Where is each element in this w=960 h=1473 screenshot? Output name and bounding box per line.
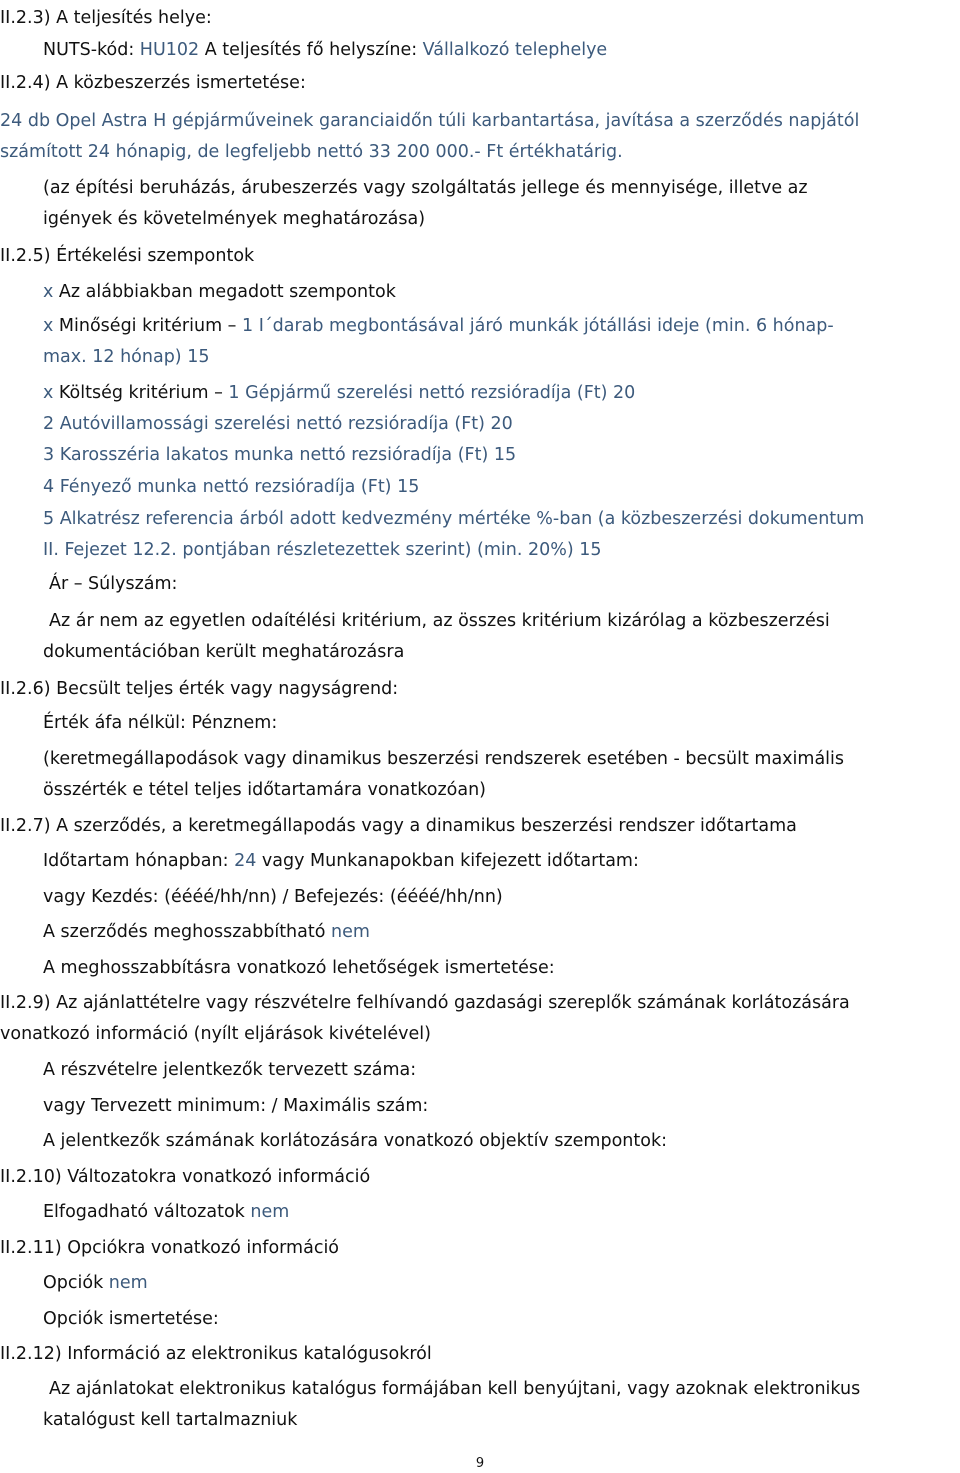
- quality-item-1: 1 I´darab megbontásával járó munkák jótállási ideje (min. 6 hónap-: [242, 316, 834, 336]
- duration-line: [43, 849, 639, 873]
- options-label: Opciók: [43, 1273, 109, 1293]
- criteria-intro: [43, 280, 396, 304]
- catalogue-text-2: katalógust kell tartalmazniuk: [43, 1410, 298, 1430]
- description-note-1: (az építési beruházás, árubeszerzés vagy szolgáltatás jellege és mennyisége, illetve az: [43, 178, 808, 198]
- cost-item-1: 1 Gépjármű szerelési nettó rezsióradíja (Ft) 20: [228, 383, 636, 403]
- extension-description: A meghosszabbításra vonatkozó lehetőségek ismertetése:: [43, 958, 555, 978]
- cost-criterion-line: [43, 381, 635, 405]
- section-2-2-3-heading: II.2.3) A teljesítés helye:: [0, 8, 212, 28]
- checkbox-mark: x: [43, 282, 54, 302]
- variants-line: [43, 1200, 289, 1224]
- duration-label: Időtartam hónapban:: [43, 851, 235, 871]
- section-2-2-5-heading: II.2.5) Értékelési szempontok: [0, 246, 255, 266]
- section-2-2-12-heading: II.2.12) Információ az elektronikus katalógusokról: [0, 1344, 432, 1364]
- value-note-1: (keretmegállapodások vagy dinamikus beszerzési rendszerek esetében - becsült maximális: [43, 749, 845, 769]
- nuts-value: HU102: [139, 40, 200, 60]
- description-line-1: 24 db Opel Astra H gépjárműveinek garanciaidőn túli karbantartása, javítása a szerződés napjától: [0, 111, 860, 131]
- quality-item-1-cont: max. 12 hónap) 15: [43, 347, 210, 367]
- duration-rest: vagy Munkanapokban kifejezett időtartam:: [256, 851, 639, 871]
- checkbox-mark: x: [43, 316, 54, 336]
- section-2-2-7-heading: II.2.7) A szerződés, a keretmegállapodás vagy a dinamikus beszerzési rendszer időtartama: [0, 816, 797, 836]
- section-2-2-6-heading: II.2.6) Becsült teljes érték vagy nagyságrend:: [0, 679, 399, 699]
- price-note-1: Az ár nem az egyetlen odaítélési kritérium, az összes kritérium kizárólag a közbeszerzési: [49, 611, 830, 631]
- page-number: 9: [475, 1456, 485, 1471]
- options-description: Opciók ismertetése:: [43, 1309, 219, 1329]
- nuts-line: [43, 38, 607, 62]
- cost-item-2: 2 Autóvillamossági szerelési nettó rezsióradíja (Ft) 20: [43, 414, 513, 434]
- cost-label: Költség kritérium –: [53, 383, 229, 403]
- price-note-2: dokumentációban került meghatározásra: [43, 642, 405, 662]
- variants-value: nem: [250, 1202, 290, 1222]
- section-2-2-11-heading: II.2.11) Opciókra vonatkozó információ: [0, 1238, 340, 1258]
- value-label: Érték áfa nélkül: Pénznem:: [43, 713, 278, 733]
- checkbox-mark: x: [43, 383, 54, 403]
- cost-item-3: 3 Karosszéria lakatos munka nettó rezsióradíja (Ft) 15: [43, 445, 517, 465]
- planned-number: A részvételre jelentkezők tervezett száma:: [43, 1060, 417, 1080]
- description-note-2: igények és követelmények meghatározása): [43, 209, 426, 229]
- duration-value: 24: [234, 851, 257, 871]
- cost-item-4: 4 Fényező munka nettó rezsióradíja (Ft) 15: [43, 477, 420, 497]
- extension-label: A szerződés meghosszabbítható: [43, 922, 331, 942]
- section-2-2-9-heading-1: II.2.9) Az ajánlattételre vagy részvételre felhívandó gazdasági szereplők számának korlátozására: [0, 993, 850, 1013]
- section-2-2-9-heading-2: vonatkozó információ (nyílt eljárások kivételével): [0, 1024, 431, 1044]
- site-label: A teljesítés fő helyszíne:: [199, 40, 423, 60]
- description-line-2: számított 24 hónapig, de legfeljebb nettó 33 200 000.- Ft értékhatárig.: [0, 142, 623, 162]
- extension-value: nem: [331, 922, 370, 942]
- cost-item-5: 5 Alkatrész referencia árból adott kedvezmény mértéke %-ban (a közbeszerzési dokumentum: [43, 509, 865, 529]
- price-weight-label: Ár – Súlyszám:: [49, 574, 178, 594]
- value-note-2: összérték e tétel teljes időtartamára vonatkozóan): [43, 780, 487, 800]
- limitation-criteria: A jelentkezők számának korlátozására vonatkozó objektív szempontok:: [43, 1131, 667, 1151]
- options-value: nem: [108, 1273, 148, 1293]
- nuts-label: NUTS-kód:: [43, 40, 140, 60]
- min-max-number: vagy Tervezett minimum: / Maximális szám:: [43, 1096, 429, 1116]
- section-2-2-10-heading: II.2.10) Változatokra vonatkozó információ: [0, 1167, 371, 1187]
- dates-line: vagy Kezdés: (éééé/hh/nn) / Befejezés: (éééé/hh/nn): [43, 887, 503, 907]
- criteria-intro-text: Az alábbiakban megadott szempontok: [53, 282, 396, 302]
- quality-criterion-line: [43, 314, 834, 338]
- quality-label: Minőségi kritérium –: [53, 316, 242, 336]
- variants-label: Elfogadható változatok: [43, 1202, 251, 1222]
- catalogue-text-1: Az ajánlatokat elektronikus katalógus formájában kell benyújtani, vagy azoknak elektronikus: [49, 1379, 861, 1399]
- options-line: [43, 1271, 148, 1295]
- site-value: Vállalkozó telephelye: [422, 40, 608, 60]
- extension-line: [43, 920, 370, 944]
- cost-item-5-cont: II. Fejezet 12.2. pontjában részletezettek szerint) (min. 20%) 15: [43, 540, 602, 560]
- section-2-2-4-heading: II.2.4) A közbeszerzés ismertetése:: [0, 73, 306, 93]
